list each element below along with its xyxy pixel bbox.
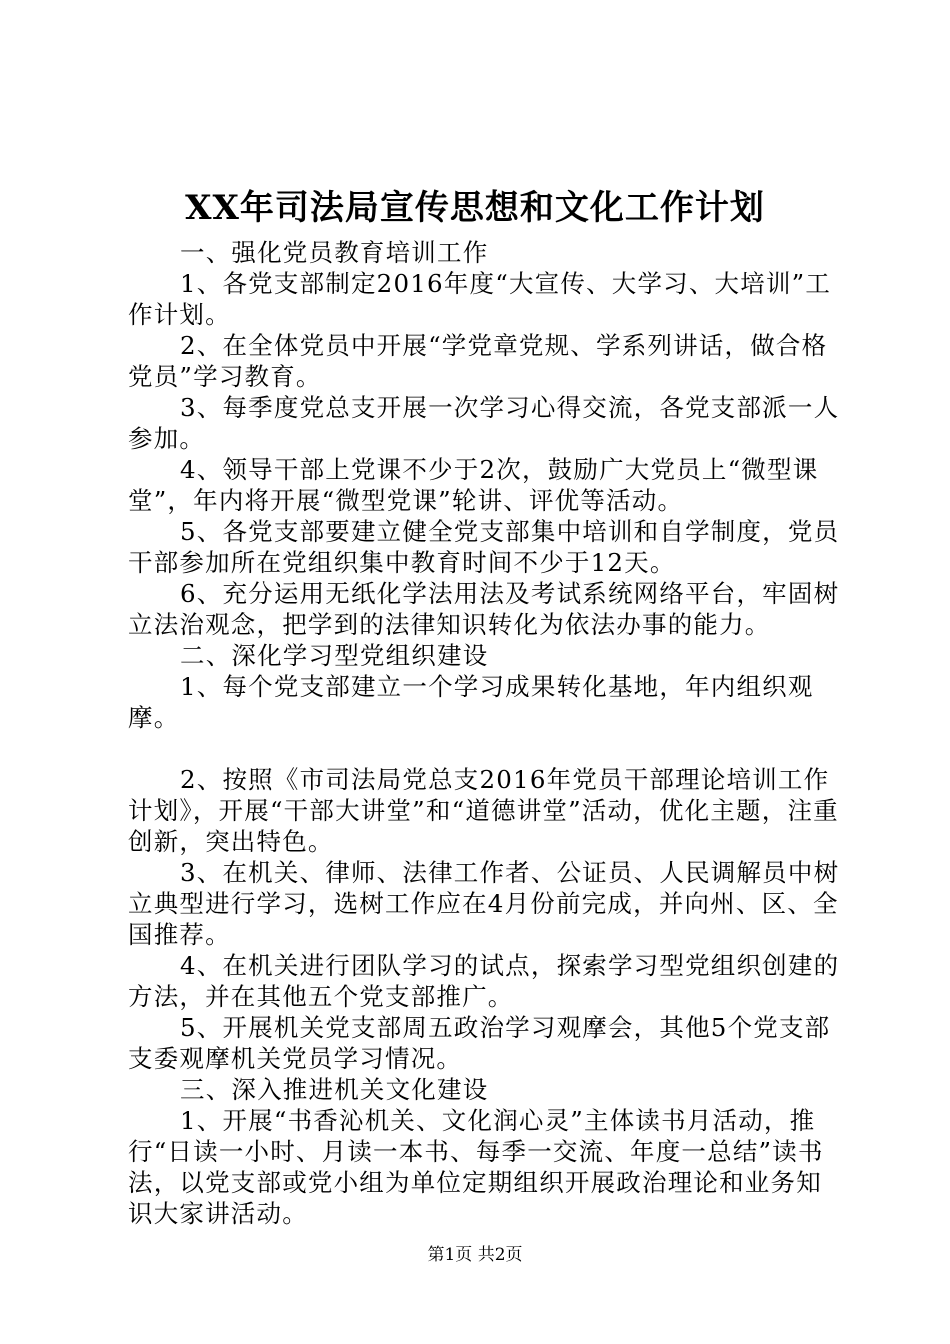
page-footer: 第1页 共2页 [427, 1245, 523, 1265]
section-heading-1: 一、强化党员教育培训工作 [180, 238, 489, 267]
paragraph: 1、每个党支部建立一个学习成果转化基地，年内组织观摩。 [128, 672, 814, 732]
paragraph: 4、在机关进行团队学习的试点，探索学习型党组织创建的方法，并在其他五个党支部推广。 [128, 951, 840, 1011]
document-body [128, 237, 840, 1229]
paragraph: 1、各党支部制定2016年度“大宣传、大学习、大培训”工作计划。 [128, 269, 832, 329]
paragraph: 1、开展“书香沁机关、文化润心灵”主体读书月活动，推行“日读一小时、月读一本书、每季一交流、年度一总结”读书法，以党支部或党小组为单位定期组织开展政治理论和业务知识大家讲活动。 [128, 1106, 824, 1228]
paragraph: 4、领导干部上党课不少于2次，鼓励广大党员上“微型课堂”，年内将开展“微型党课”轮讲、评优等活动。 [128, 455, 819, 515]
document-title: XX年司法局宣传思想和文化工作计划 [185, 188, 765, 228]
paragraph: 3、每季度党总支开展一次学习心得交流，各党支部派一人参加。 [128, 393, 840, 453]
paragraph: 3、在机关、律师、法律工作者、公证员、人民调解员中树立典型进行学习，选树工作应在4月份前完成，并向州、区、全国推荐。 [128, 858, 840, 949]
paragraph: 5、各党支部要建立健全党支部集中培训和自学制度，党员干部参加所在党组织集中教育时间不少于12天。 [128, 517, 840, 577]
section-heading-2: 二、深化学习型党组织建设 [180, 641, 489, 670]
paragraph: 2、在全体党员中开展“学党章党规、学系列讲话，做合格党员”学习教育。 [128, 331, 828, 391]
paragraph: 2、按照《市司法局党总支2016年党员干部理论培训工作计划》，开展“干部大讲堂”和“道德讲堂”活动，优化主题，注重创新，突出特色。 [128, 765, 839, 856]
paragraph: 6、充分运用无纸化学法用法及考试系统网络平台，牢固树立法治观念，把学到的法律知识转化为依法办事的能力。 [128, 579, 840, 639]
paragraph: 5、开展机关党支部周五政治学习观摩会，其他5个党支部支委观摩机关党员学习情况。 [128, 1013, 831, 1073]
section-heading-3: 三、深入推进机关文化建设 [180, 1075, 489, 1104]
